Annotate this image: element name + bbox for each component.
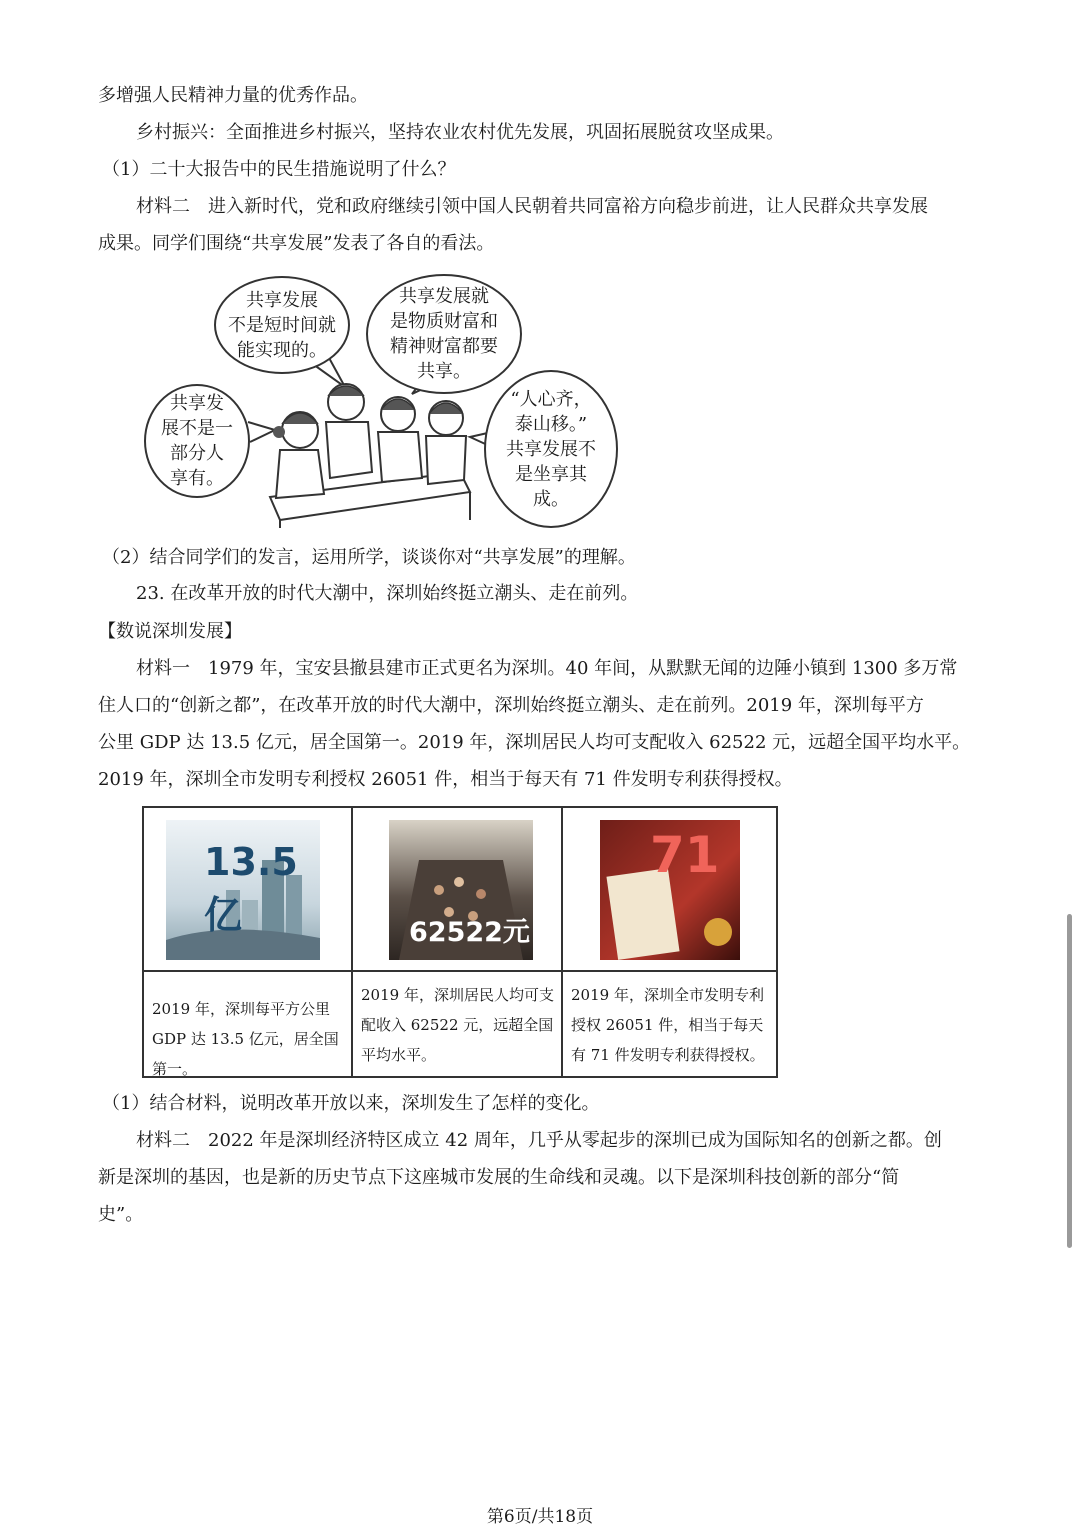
material-1-line-2: 住人口的“创新之都”，在改革开放的时代大潮中，深圳始终挺立潮头、走在前列。2019 年，深圳每平方 — [98, 695, 924, 716]
question-23: 23. 在改革开放的时代大潮中，深圳始终挺立潮头、走在前列。 — [136, 583, 639, 604]
bubble-4: “人心齐， 泰山移。” 共享发展不 是坐享其 成。 — [484, 370, 618, 528]
text-line-2: 乡村振兴：全面推进乡村振兴，坚持农业农村优先发展，巩固拓展脱贫攻坚成果。 — [136, 122, 784, 143]
material-2b-line-2: 新是深圳的基因，也是新的历史节点下这座城市发展的生命线和灵魂。以下是深圳科技创新的部分“简 — [98, 1167, 900, 1188]
bubble-1: 共享发展 不是短时间就 能实现的。 — [214, 276, 350, 374]
material-1-line-4: 2019 年，深圳全市发明专利授权 26051 件，相当于每天有 71 件发明专利获得授权。 — [98, 769, 793, 790]
material-1-line-1: 材料一 1979 年，宝安县撤县建市正式更名为深圳。40 年间，从默默无闻的边陲小镇到 1300 多万常 — [136, 658, 958, 679]
page-number-footer: 第6页/共18页 — [486, 1507, 594, 1527]
caption-2: 2019 年，深圳居民人均可支配收入 62522 元，远超全国平均水平。 — [361, 986, 554, 1064]
bubble-2: 共享发展就 是物质财富和 精神财富都要 共享。 — [366, 274, 522, 394]
vertical-scrollbar[interactable] — [1067, 914, 1072, 1248]
caption-1: 2019 年，深圳每平方公里 GDP 达 13.5 亿元，居全国第一。 — [152, 1000, 339, 1078]
caption-3: 2019 年，深圳全市发明专利授权 26051 件，相当于每天有 71 件发明专利获得授权。 — [571, 986, 765, 1064]
material-2b-line-3: 史”。 — [98, 1204, 144, 1225]
material-2-line-2: 成果。同学们围绕“共享发展”发表了各自的看法。 — [98, 233, 495, 254]
students-discussion-illustration — [140, 272, 620, 528]
text-line-1: 多增强人民精神力量的优秀作品。 — [98, 85, 368, 106]
question-23-1: （1）结合材料，说明改革开放以来，深圳发生了怎样的变化。 — [102, 1093, 600, 1114]
photo-patent — [600, 820, 740, 960]
material-2b-line-1: 材料二 2022 年是深圳经济特区成立 42 周年，几乎从零起步的深圳已成为国际知名的创新之都。创 — [136, 1130, 942, 1151]
material-2-line-1: 材料二 进入新时代，党和政府继续引领中国人民朝着共同富裕方向稳步前进，让人民群众共享发展 — [136, 196, 928, 217]
shenzhen-data-table — [142, 806, 778, 1078]
bubble-3: 共享发 展不是一 部分人 享有。 — [144, 384, 250, 498]
photo-mall — [389, 820, 533, 960]
photo-1-label: 13.5亿 — [204, 840, 298, 937]
table-row-divider — [144, 970, 776, 972]
section-title: 【数说深圳发展】 — [98, 621, 242, 642]
question-2: （2）结合同学们的发言，运用所学，谈谈你对“共享发展”的理解。 — [102, 547, 636, 568]
question-1: （1）二十大报告中的民生措施说明了什么？ — [102, 159, 456, 180]
material-1-line-3: 公里 GDP 达 13.5 亿元，居全国第一。2019 年，深圳居民人均可支配收入 62522 元，远超全国平均水平。 — [98, 732, 971, 753]
photo-skyline — [166, 820, 320, 960]
photo-3-label: 71 — [650, 826, 720, 884]
photo-2-label: 62522元 — [409, 917, 530, 948]
